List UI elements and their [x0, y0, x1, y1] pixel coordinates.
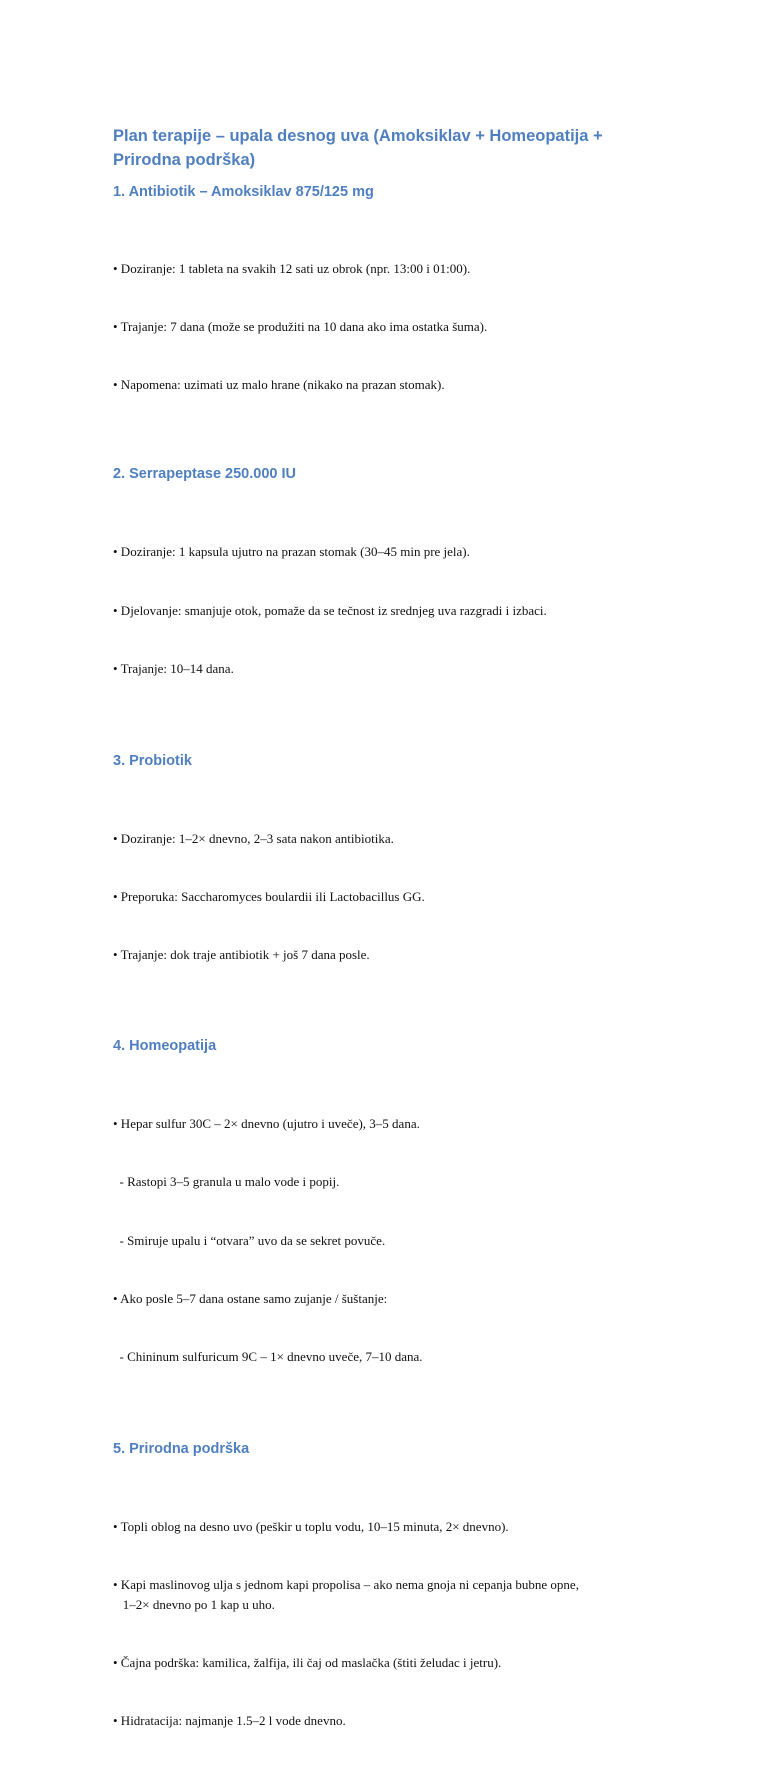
list-item: • Doziranje: 1 tableta na svakih 12 sati uz obrok (npr. 13:00 i 01:00). — [113, 260, 471, 276]
list-item: - Chininum sulfuricum 9C – 1× dnevno uveče, 7–10 dana. — [113, 1349, 423, 1365]
list-item: • Trajanje: dok traje antibiotik + još 7 dana posle. — [113, 947, 370, 963]
list-item: - Smiruje upalu i “otvara” uvo da se sekret povuče. — [113, 1232, 386, 1248]
list-item: • Doziranje: 1 kapsula ujutro na prazan stomak (30–45 min pre jela). — [113, 544, 470, 560]
list-item: • Ako posle 5–7 dana ostane samo zujanje / šuštanje: — [113, 1290, 388, 1306]
list-item: • Kapi maslinovog ulja s jednom kapi propolisa – ako nema gnoja ni cepanja bubne opne, 1–2× dnevno po 1 kap u uho. — [113, 1577, 579, 1612]
list-item: • Djelovanje: smanjuje otok, pomaže da se tečnost iz srednjeg uva razgradi i izbaci. — [113, 602, 547, 618]
section-serrapeptase — [113, 464, 668, 716]
section-heading: 1. Antibiotik – Amoksiklav 875/125 mg — [113, 184, 374, 200]
section-heading: 4. Homeopatija — [113, 1038, 217, 1055]
list-item: • Trajanje: 10–14 dana. — [113, 660, 234, 676]
section-heading: 3. Probiotik — [113, 752, 192, 769]
list-item: • Hidratacija: najmanje 1.5–2 l vode dnevno. — [113, 1713, 346, 1729]
list-item: - Rastopi 3–5 granula u malo vode i popij. — [113, 1174, 340, 1190]
bullet-list — [113, 1075, 668, 1405]
list-item: • Preporuka: Saccharomyces boulardii ili Lactobacillus GG. — [113, 888, 425, 904]
section-antibiotik — [113, 182, 668, 433]
bullet-list — [113, 1478, 668, 1769]
section-prirodna-podrska — [113, 1439, 668, 1769]
section-homeopatija — [113, 1036, 668, 1405]
list-item: • Doziranje: 1–2× dnevno, 2–3 sata nakon antibiotika. — [113, 830, 394, 846]
list-item: • Napomena: uzimati uz malo hrane (nikako na prazan stomak). — [113, 377, 445, 393]
section-probiotik — [113, 751, 668, 1003]
document-title: Plan terapije – upala desnog uva (Amoksiklav + Homeopatija + Prirodna podrška) — [113, 127, 603, 169]
section-heading: 2. Serrapeptase 250.000 IU — [113, 466, 296, 483]
list-item: • Topli oblog na desno uvo (peškir u toplu vodu, 10–15 minuta, 2× dnevno). — [113, 1519, 509, 1535]
section-heading: 5. Prirodna podrška — [113, 1441, 250, 1458]
list-item: • Čajna podrška: kamilica, žalfija, ili čaj od maslačka (štiti želudac i jetru). — [113, 1654, 502, 1670]
bullet-list — [113, 220, 668, 433]
list-item: • Hepar sulfur 30C – 2× dnevno (ujutro i uveče), 3–5 dana. — [113, 1116, 420, 1132]
list-item: • Trajanje: 7 dana (može se produžiti na 10 dana ako ima ostatka šuma). — [113, 319, 488, 335]
bullet-list — [113, 790, 668, 1003]
bullet-list — [113, 503, 668, 716]
